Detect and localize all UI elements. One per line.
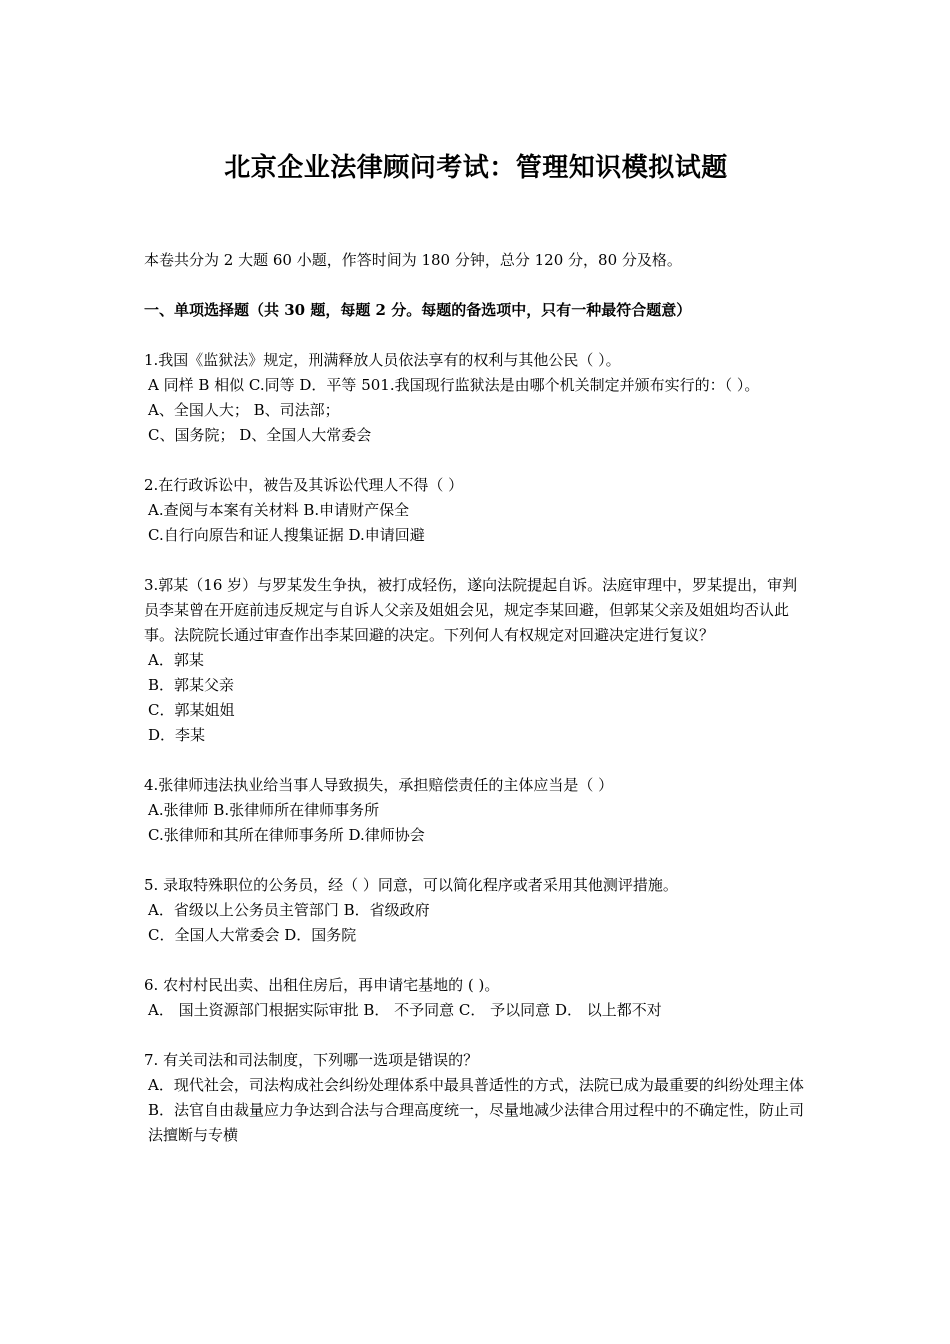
question-option: A 同样 B 相似 C.同等 D．平等 501.我国现行监狱法是由哪个机关制定并颁布实行的：（ ）。 (148, 376, 760, 394)
question-stem: 6. 农村村民出卖、出租住房后，再申请宅基地的 ( )。 (144, 976, 500, 994)
question-stem: 1.我国《监狱法》规定，刑满释放人员依法享有的权利与其他公民（ ）。 (144, 351, 621, 369)
question-stem: 2.在行政诉讼中，被告及其诉讼代理人不得（ ） (144, 476, 464, 494)
question-1 (144, 348, 808, 448)
question-option: C．郭某姐姐 (148, 701, 235, 719)
question-option: B．郭某父亲 (148, 676, 235, 694)
question-option: A.查阅与本案有关材料 B.申请财产保全 (148, 501, 410, 519)
document-body (144, 248, 808, 1148)
question-option: A．现代社会，司法构成社会纠纷处理体系中最具普适性的方式，法院已成为最重要的纠纷处理主体 (148, 1076, 804, 1094)
question-option: A．郭某 (148, 651, 204, 669)
question-option: D．李某 (148, 726, 206, 744)
question-stem: 7. 有关司法和司法制度，下列哪一选项是错误的？ (144, 1051, 479, 1069)
question-option: A.张律师 B.张律师所在律师事务所 (148, 801, 380, 819)
question-stem: 5. 录取特殊职位的公务员，经（ ）同意，可以简化程序或者采用其他测评措施。 (144, 876, 678, 894)
question-6 (144, 973, 808, 1023)
question-option: A． 国土资源部门根据实际审批 B． 不予同意 C． 予以同意 D． 以上都不对 (148, 1001, 662, 1019)
question-5 (144, 873, 808, 948)
question-stem: 4.张律师违法执业给当事人导致损失，承担赔偿责任的主体应当是（ ） (144, 776, 614, 794)
question-stem: 3.郭某（16 岁）与罗某发生争执，被打成轻伤，遂向法院提起自诉。法庭审理中，罗某提出，审判员李某曾在开庭前违反规定与自诉人父亲及姐姐会见，规定李某回避，但郭某父亲及姐姐均否认此事。法院院长通过审查作出李某回避的决定。下列何人有权规定对回避决定进行复议？ (144, 576, 798, 644)
question-4 (144, 773, 808, 848)
question-option: B．法官自由裁量应力争达到合法与合理高度统一，尽量地减少法律合用过程中的不确定性，防止司法擅断与专横 (148, 1101, 805, 1144)
question-option: A．省级以上公务员主管部门 B．省级政府 (148, 901, 430, 919)
question-option: C．全国人大常委会 D．国务院 (148, 926, 357, 944)
question-7 (144, 1048, 808, 1148)
section-heading: 一、单项选择题（共 30 题，每题 2 分。每题的备选项中，只有一种最符合题意） (144, 301, 692, 319)
question-3 (144, 573, 808, 748)
question-option: A、全国人大； B、司法部； (148, 401, 340, 419)
question-option: C.张律师和其所在律师事务所 D.律师协会 (148, 826, 425, 844)
question-2 (144, 473, 808, 548)
document-title: 北京企业法律顾问考试：管理知识模拟试题 (224, 153, 728, 183)
question-option: C.自行向原告和证人搜集证据 D.申请回避 (148, 526, 425, 544)
exam-intro: 本卷共分为 2 大题 60 小题，作答时间为 180 分钟，总分 120 分，80 分及格。 (144, 251, 682, 269)
question-option: C、国务院； D、全国人大常委会 (148, 426, 372, 444)
